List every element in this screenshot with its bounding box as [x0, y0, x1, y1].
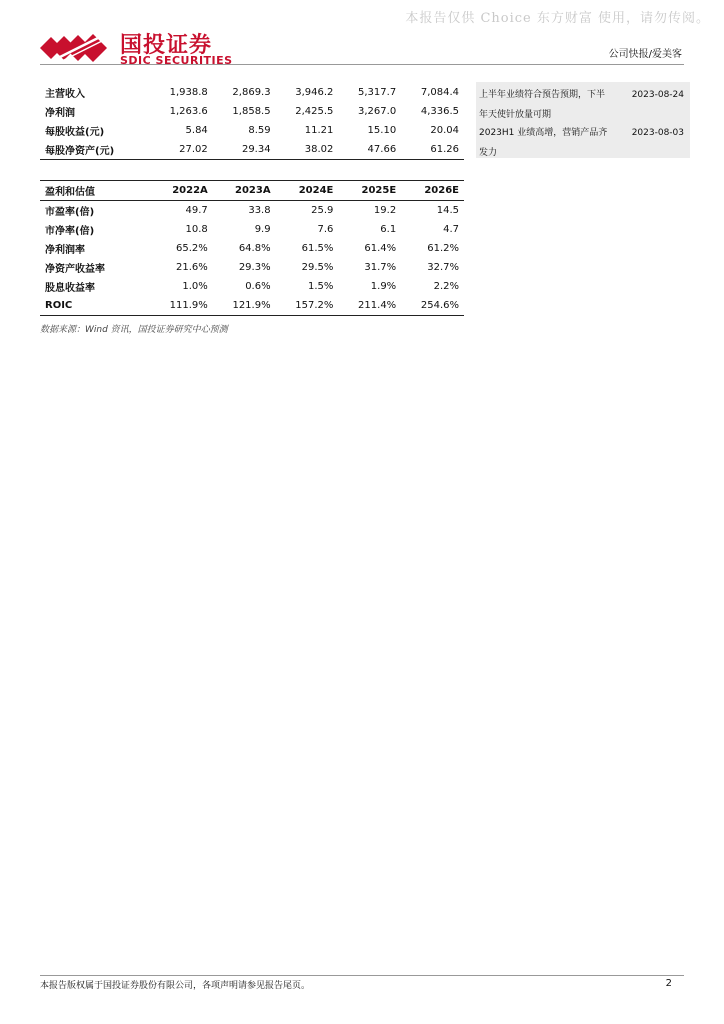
table-cell: 4.7 — [443, 224, 459, 235]
row-label: ROIC — [40, 296, 150, 316]
table-cell: 121.9% — [213, 296, 276, 316]
table-cell: 61.2% — [427, 243, 459, 254]
table-cell: 14.5 — [436, 205, 459, 216]
related-reports-panel — [476, 82, 690, 158]
column-header: 2024E — [276, 181, 339, 201]
table-cell: 11.21 — [304, 125, 334, 136]
table-cell: 10.8 — [185, 224, 208, 235]
table-row — [40, 258, 464, 277]
column-header: 盈利和估值 — [40, 181, 150, 201]
table-row — [40, 239, 464, 258]
table-row — [40, 277, 464, 296]
column-header: 2025E — [338, 181, 401, 201]
source-note: 数据来源：Wind 资讯，国投证券研究中心预测 — [40, 325, 228, 335]
valuation-table — [40, 180, 464, 316]
row-label: 每股收益(元) — [45, 127, 105, 138]
table-cell: 157.2% — [276, 296, 339, 316]
table-row — [40, 83, 464, 102]
table-row — [40, 296, 464, 316]
table-cell: 111.9% — [150, 296, 213, 316]
watermark: 本报告仅供 Choice 东方财富 使用，请勿传阅。 — [405, 11, 710, 26]
table-cell: 1.9% — [370, 281, 397, 292]
financial-summary-table — [40, 83, 464, 160]
table-cell: 32.7% — [427, 262, 459, 273]
row-label: 主营收入 — [45, 89, 85, 100]
table-cell: 1,938.8 — [169, 87, 208, 98]
table-cell: 9.9 — [254, 224, 271, 235]
table-cell: 15.10 — [367, 125, 397, 136]
table-cell: 7,084.4 — [420, 87, 459, 98]
table-cell: 38.02 — [304, 144, 334, 155]
table-cell: 2,869.3 — [232, 87, 271, 98]
table-cell: 2.2% — [433, 281, 459, 292]
table-cell: 33.8 — [248, 205, 271, 216]
row-label: 市盈率(倍) — [45, 207, 95, 218]
table-cell: 31.7% — [364, 262, 397, 273]
table-cell: 20.04 — [430, 125, 459, 136]
column-header: 2026E — [401, 181, 464, 201]
row-label: 股息收益率 — [45, 283, 95, 294]
table-cell: 3,267.0 — [358, 106, 397, 117]
table-row — [40, 201, 464, 221]
table-cell: 4,336.5 — [420, 106, 459, 117]
table-row — [40, 220, 464, 239]
table-cell: 21.6% — [176, 262, 208, 273]
row-label: 净利润 — [45, 108, 75, 119]
table-cell: 1,858.5 — [232, 106, 271, 117]
brand-name-cn: 国投证券 — [120, 33, 213, 58]
footer-disclaimer: 本报告版权属于国投证券股份有限公司，各项声明请参见报告尾页。 — [40, 981, 311, 991]
table-cell: 29.5% — [301, 262, 334, 273]
row-label: 净利润率 — [45, 245, 85, 256]
table-cell: 1,263.6 — [169, 106, 208, 117]
footer-divider — [40, 975, 684, 976]
column-header: 2022A — [150, 181, 213, 201]
table-cell: 29.34 — [241, 144, 271, 155]
table-cell: 1.0% — [182, 281, 208, 292]
table-cell: 64.8% — [238, 243, 271, 254]
table-cell: 0.6% — [245, 281, 271, 292]
table-cell: 49.7 — [185, 205, 208, 216]
table-cell: 211.4% — [338, 296, 401, 316]
related-report-date: 2023-08-24 — [631, 90, 684, 100]
table-cell: 61.5% — [301, 243, 334, 254]
table-cell: 7.6 — [317, 224, 334, 235]
related-report-item[interactable] — [476, 82, 690, 120]
row-label: 市净率(倍) — [45, 226, 95, 237]
brand-name-en: SDIC SECURITIES — [120, 54, 233, 67]
table-row — [40, 121, 464, 140]
table-cell: 2,425.5 — [295, 106, 334, 117]
table-header-row — [40, 181, 464, 201]
table-cell: 5.84 — [185, 125, 208, 136]
table-cell: 27.02 — [179, 144, 208, 155]
table-cell: 61.4% — [364, 243, 397, 254]
table-cell: 29.3% — [238, 262, 271, 273]
table-row — [40, 140, 464, 160]
row-label: 净资产收益率 — [45, 264, 105, 275]
table-cell: 6.1 — [380, 224, 397, 235]
table-cell: 61.26 — [430, 144, 459, 155]
table-cell: 5,317.7 — [358, 87, 397, 98]
related-report-item[interactable] — [476, 120, 690, 158]
table-cell: 65.2% — [176, 243, 208, 254]
header-divider — [40, 64, 684, 65]
table-cell: 47.66 — [367, 144, 397, 155]
table-cell: 3,946.2 — [295, 87, 334, 98]
table-cell: 254.6% — [401, 296, 464, 316]
table-cell: 25.9 — [311, 205, 334, 216]
table-cell: 19.2 — [373, 205, 397, 216]
column-header: 2023A — [213, 181, 276, 201]
page-number: 2 — [665, 978, 672, 989]
table-cell: 8.59 — [248, 125, 271, 136]
table-row — [40, 102, 464, 121]
related-report-date: 2023-08-03 — [631, 128, 684, 138]
report-type: 公司快报/爱美客 — [608, 49, 682, 60]
table-cell: 1.5% — [307, 281, 334, 292]
related-report-title[interactable]: 上半年业绩符合预告预期，下半年天使针放量可期 — [479, 90, 606, 120]
related-report-title[interactable]: 2023H1 业绩高增，营销产品齐发力 — [479, 128, 608, 158]
row-label: 每股净资产(元) — [45, 146, 115, 157]
